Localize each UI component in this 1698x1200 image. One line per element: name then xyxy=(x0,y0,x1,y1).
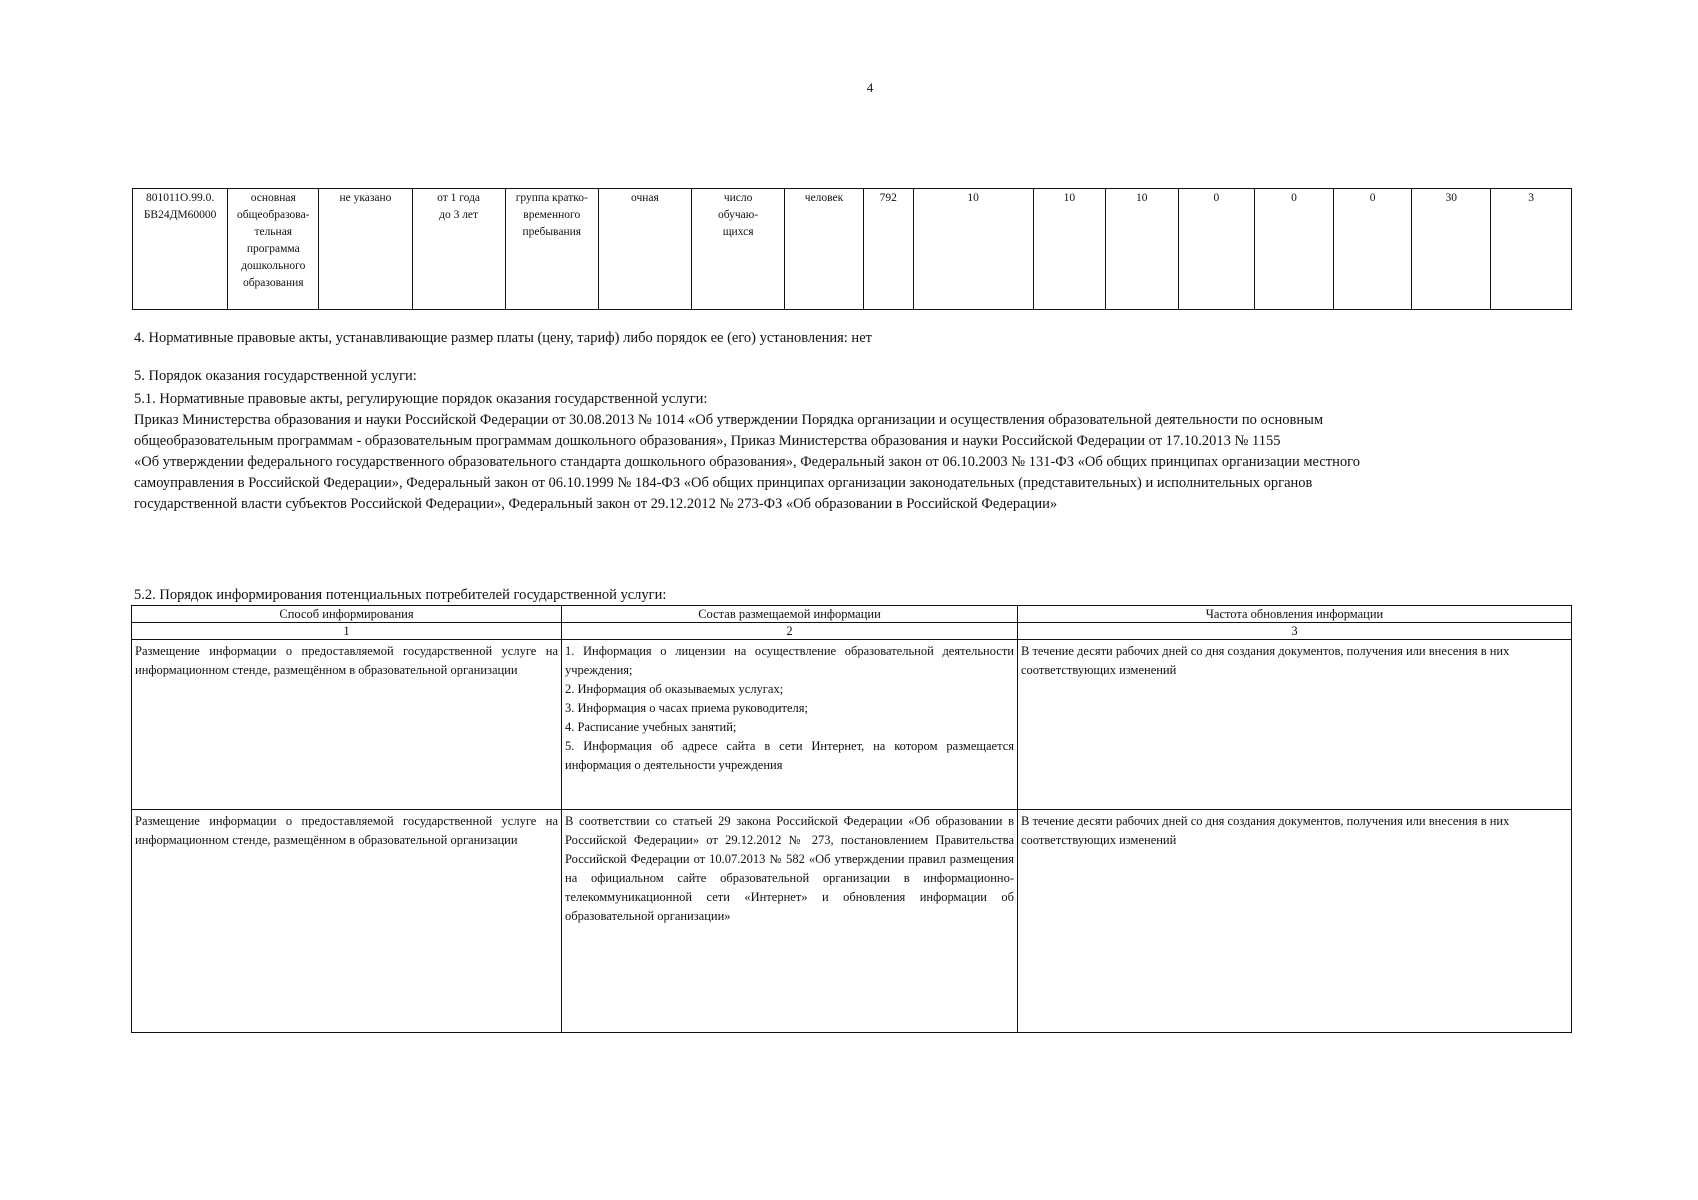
page-number: 4 xyxy=(866,80,874,95)
registry-number-cell: 801011О.99.0. БВ24ДМ60000 xyxy=(133,189,228,310)
indicator-table xyxy=(132,188,1572,310)
section-5-1-body xyxy=(134,410,1594,515)
section-5-1-title: 5.1. Нормативные правовые акты, регулирующие порядок оказания государственной услуги: xyxy=(134,391,708,407)
section-4-fee-acts: 4. Нормативные правовые акты, устанавливающие размер платы (цену, тариф) либо порядок ее (его) установления: нет xyxy=(134,330,872,346)
legal-act-line: самоуправления в Российской Федерации», Федеральный закон от 06.10.1999 № 184-ФЗ «Об общих принципах организации законодательных (представительных) и исполнительных органов xyxy=(134,475,1313,491)
indicator-name-cell: число обучаю- щихся xyxy=(692,189,785,310)
stay-type-cell: группа кратко- временного пребывания xyxy=(505,189,598,310)
content-item: 1. Информация о лицензии на осуществление образовательной деятельности учреждения; xyxy=(565,644,1014,677)
age-cell: от 1 года до 3 лет xyxy=(412,189,505,310)
content-cell xyxy=(562,640,1018,810)
legal-act-line: Приказ Министерства образования и науки Российской Федерации от 30.08.2013 № 1014 «Об утверждении Порядка организации и осуществления образовательной деятельности по основным xyxy=(134,412,1324,428)
content-item: 4. Расписание учебных занятий; xyxy=(565,720,737,734)
informing-table xyxy=(131,605,1572,1033)
section-5-2-title: 5.2. Порядок информирования потенциальных потребителей государственной услуги: xyxy=(134,587,667,603)
value-cell: 10 xyxy=(1033,189,1105,310)
value-cell: 10 xyxy=(1106,189,1178,310)
table-row xyxy=(133,189,1572,310)
section-5-title: 5. Порядок оказания государственной услуги: xyxy=(134,368,417,384)
form-cell: очная xyxy=(598,189,691,310)
column-number: 3 xyxy=(1018,623,1572,640)
method-cell: Размещение информации о предоставляемой государственной услуге на информационном стенде, размещённом в образовательной организации xyxy=(132,810,562,1033)
content-item: 3. Информация о часах приема руководителя; xyxy=(565,701,809,715)
header-method: Способ информирования xyxy=(132,606,562,623)
column-number: 2 xyxy=(562,623,1018,640)
legal-act-line: государственной власти субъектов Российской Федерации», Федеральный закон от 29.12.2012 № 273-ФЗ «Об образовании в Российской Федерации» xyxy=(134,496,1058,512)
method-cell: Размещение информации о предоставляемой государственной услуге на информационном стенде, размещённом в образовательной организации xyxy=(132,640,562,810)
value-cell: 0 xyxy=(1333,189,1412,310)
value-cell: 0 xyxy=(1255,189,1334,310)
content-item: 2. Информация об оказываемых услугах; xyxy=(565,682,784,696)
content-item: 5. Информация об адресе сайта в сети Интернет, на котором размещается информация о деятельности учреждения xyxy=(565,739,1014,772)
value-cell: 0 xyxy=(1178,189,1255,310)
table-number-row xyxy=(132,623,1572,640)
frequency-cell: В течение десяти рабочих дней со дня создания документов, получения или внесения в них соответствующих изменений xyxy=(1018,640,1572,810)
table-header-row xyxy=(132,606,1572,623)
legal-act-line: «Об утверждении федерального государственного образовательного стандарта дошкольного образования», Федеральный закон от 06.10.2003 № 131-ФЗ «Об общих принципах организации местного xyxy=(134,454,1360,470)
value-cell: 30 xyxy=(1412,189,1491,310)
header-content: Состав размещаемой информации xyxy=(562,606,1018,623)
table-row xyxy=(132,640,1572,810)
legal-act-line: общеобразовательным программам - образовательным программам дошкольного образования», Приказ Министерства образования и науки Российской Федерации от 17.10.2013 № 1155 xyxy=(134,433,1281,449)
value-cell: 3 xyxy=(1491,189,1572,310)
okei-code-cell: 792 xyxy=(863,189,913,310)
table-row xyxy=(132,810,1572,1033)
header-frequency: Частота обновления информации xyxy=(1018,606,1572,623)
content-cell xyxy=(562,810,1018,1033)
program-cell: основная общеобразова- тельная программа дошкольного образования xyxy=(228,189,319,310)
category-cell: не указано xyxy=(319,189,412,310)
value-cell: 10 xyxy=(913,189,1033,310)
content-item: В соответствии со статьей 29 закона Российской Федерации «Об образовании в Российской Федерации» от 29.12.2012 № 273, постановлением Правительства Российской Федерации от 10.07.2013 № 582 «Об утверждении правил размещения на официальном сайте образовательной организации в информационно-телекоммуникационной сети «Интернет» и обновления информации об образовательной организации» xyxy=(565,814,1014,923)
unit-cell: человек xyxy=(785,189,864,310)
column-number: 1 xyxy=(132,623,562,640)
frequency-cell: В течение десяти рабочих дней со дня создания документов, получения или внесения в них соответствующих изменений xyxy=(1018,810,1572,1033)
